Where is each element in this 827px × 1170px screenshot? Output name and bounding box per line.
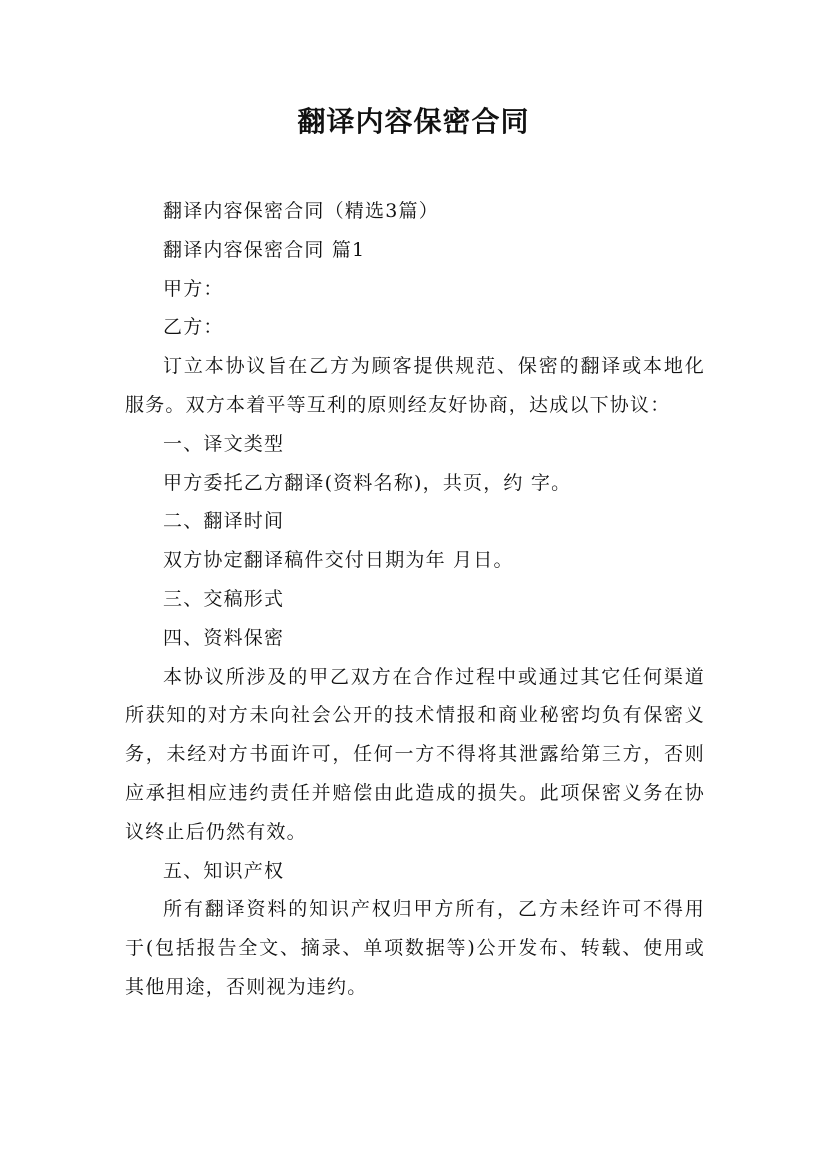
section-heading-translation-time: 二、翻译时间 <box>163 510 285 533</box>
paragraph-party-a: 甲方： <box>163 277 224 300</box>
paragraph-article-heading: 翻译内容保密合同 篇1 <box>163 238 366 261</box>
document-title: 翻译内容保密合同 <box>297 105 530 138</box>
paragraph-ip: 所有翻译资料的知识产权归甲方所有，乙方未经许可不得用于(包括报告全文、摘录、单项数据等)公开发布、转载、使用或其他用途，否则视为违约。 <box>125 898 705 998</box>
paragraph-translation-time: 双方协定翻译稿件交付日期为年 月日。 <box>163 549 514 572</box>
section-heading-delivery-form: 三、交稿形式 <box>163 587 285 610</box>
section-heading-ip: 五、知识产权 <box>163 859 285 882</box>
section-heading-confidentiality: 四、资料保密 <box>163 626 285 649</box>
section-heading-translation-type: 一、译文类型 <box>163 432 285 455</box>
paragraph-translation-type: 甲方委托乙方翻译(资料名称)，共页，约 字。 <box>163 471 572 494</box>
document-body <box>125 192 705 1007</box>
paragraph-party-b: 乙方： <box>163 316 224 339</box>
paragraph-collection-heading: 翻译内容保密合同（精选3篇） <box>163 200 439 222</box>
paragraph-confidentiality: 本协议所涉及的甲乙双方在合作过程中或通过其它任何渠道所获知的对方未向社会公开的技术情报和商业秘密均负有保密义务，未经对方书面许可，任何一方不得将其泄露给第三方，否则应承担相应违约责任并赔偿由此造成的损失。此项保密义务在协议终止后仍然有效。 <box>125 665 705 843</box>
paragraph-intro: 订立本协议旨在乙方为顾客提供规范、保密的翻译或本地化服务。双方本着平等互利的原则经友好协商，达成以下协议： <box>125 355 705 416</box>
